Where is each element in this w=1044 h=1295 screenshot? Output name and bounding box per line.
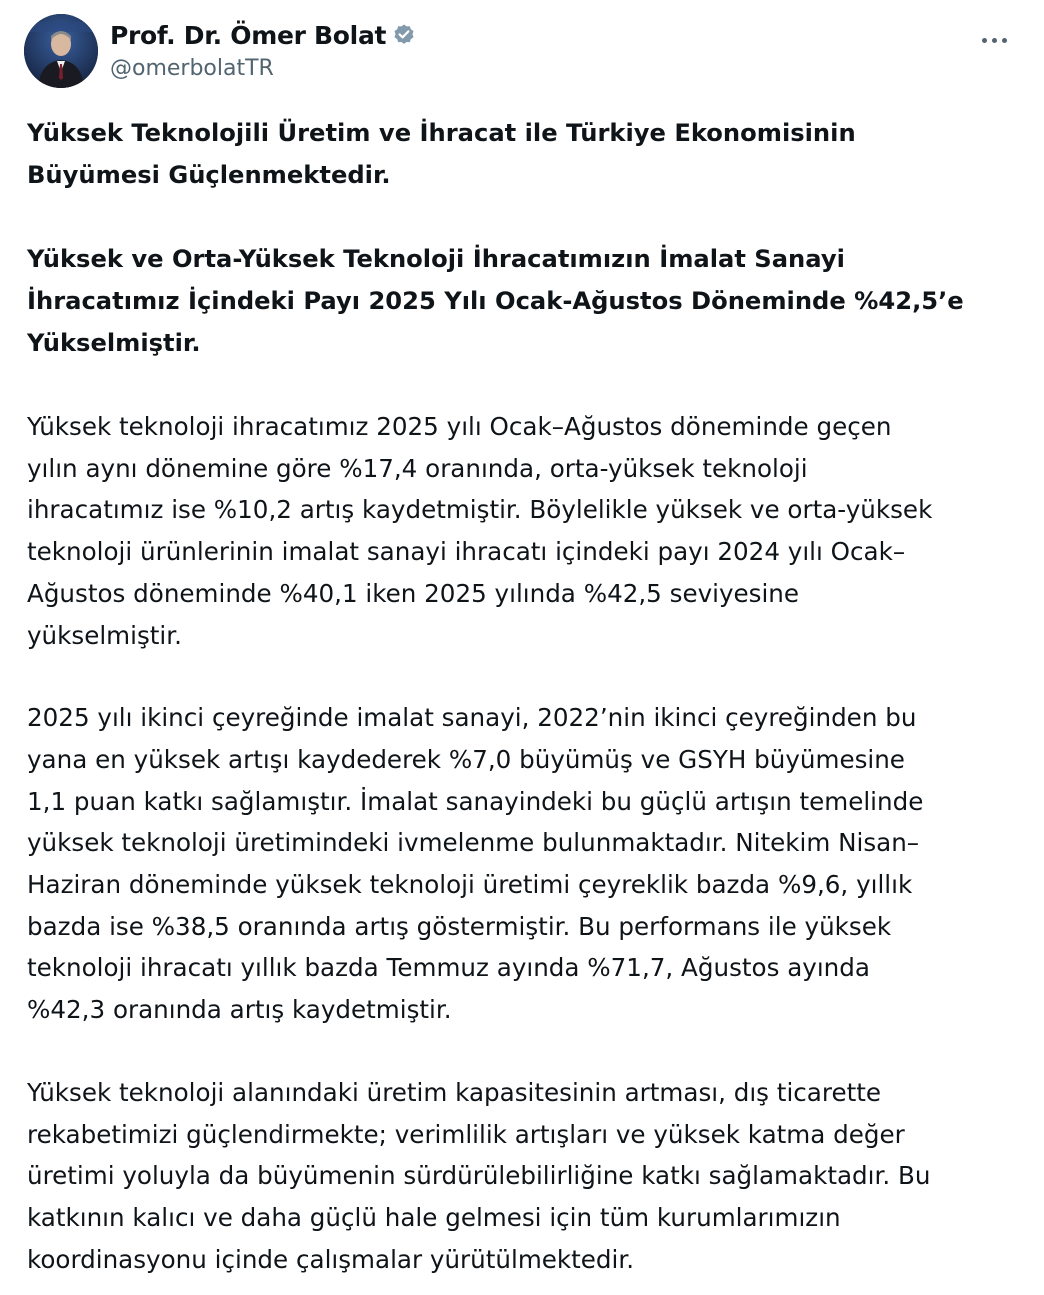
tweet-text: [27, 112, 1017, 1280]
verified-badge-icon: [392, 23, 416, 47]
author-handle[interactable]: @omerbolatTR: [110, 56, 274, 81]
tweet-paragraph: Yüksek teknoloji ihracatımız 2025 yılı Ocak–Ağustos döneminde geçen yılın aynı dönemine göre %17,4 oranında, orta-yüksek teknoloji ihracatımız ise %10,2 artış kaydetmiştir. Böylelikle yüksek ve orta-yüksek teknoloji ürünlerinin imalat sanayi ihracatı içindeki payı 2024 yılı Ocak– Ağustos döneminde %40,1 iken 2025 yılında %42,5 seviyesine yükselmiştir.: [27, 412, 933, 650]
avatar-image: [24, 14, 98, 88]
author-block: [110, 18, 416, 81]
author-display-name[interactable]: Prof. Dr. Ömer Bolat: [110, 20, 387, 50]
more-horizontal-icon: [982, 38, 987, 43]
tweet-paragraph: 2025 yılı ikinci çeyreğinde imalat sanayi, 2022’nin ikinci çeyreğinden bu yana en yüksek artışı kaydederek %7,0 büyümüş ve GSYH büyümesine 1,1 puan katkı sağlamıştır. İmalat sanayindeki bu güçlü artışın temelinde yüksek teknoloji üretimindeki ivmelenme bulunmaktadır. Nitekim Nisan– Haziran döneminde yüksek teknoloji üretimi çeyreklik bazda %9,6, yıllık bazda ise %38,5 oranında artış göstermiştir. Bu performans ile yüksek teknoloji ihracatı yıllık bazda Temmuz ayında %71,7, Ağustos ayında %42,3 oranında artış kaydetmiştir.: [27, 703, 924, 1025]
avatar[interactable]: [24, 14, 98, 88]
tweet-title: Yüksek Teknolojili Üretim ve İhracat ile Türkiye Ekonomisinin Büyümesi Güçlenmektedir.: [27, 119, 856, 189]
tweet-header: [24, 14, 1020, 94]
more-options-button[interactable]: [974, 28, 1014, 52]
tweet-subtitle: Yüksek ve Orta-Yüksek Teknoloji İhracatımızın İmalat Sanayi İhracatımız İçindeki Payı 2025 Yılı Ocak-Ağustos Döneminde %42,5’e Yükselmiştir.: [27, 245, 964, 357]
tweet-paragraph: Yüksek teknoloji alanındaki üretim kapasitesinin artması, dış ticarette rekabetimizi güçlendirmekte; verimlilik artışları ve yüksek katma değer üretimi yoluyla da büyümenin sürdürülebilirliğine katkı sağlamaktadır. Bu katkının kalıcı ve daha güçlü hale gelmesi için tüm kurumlarımızın koordinasyonu içinde çalışmalar yürütülmektedir.: [27, 1077, 931, 1274]
